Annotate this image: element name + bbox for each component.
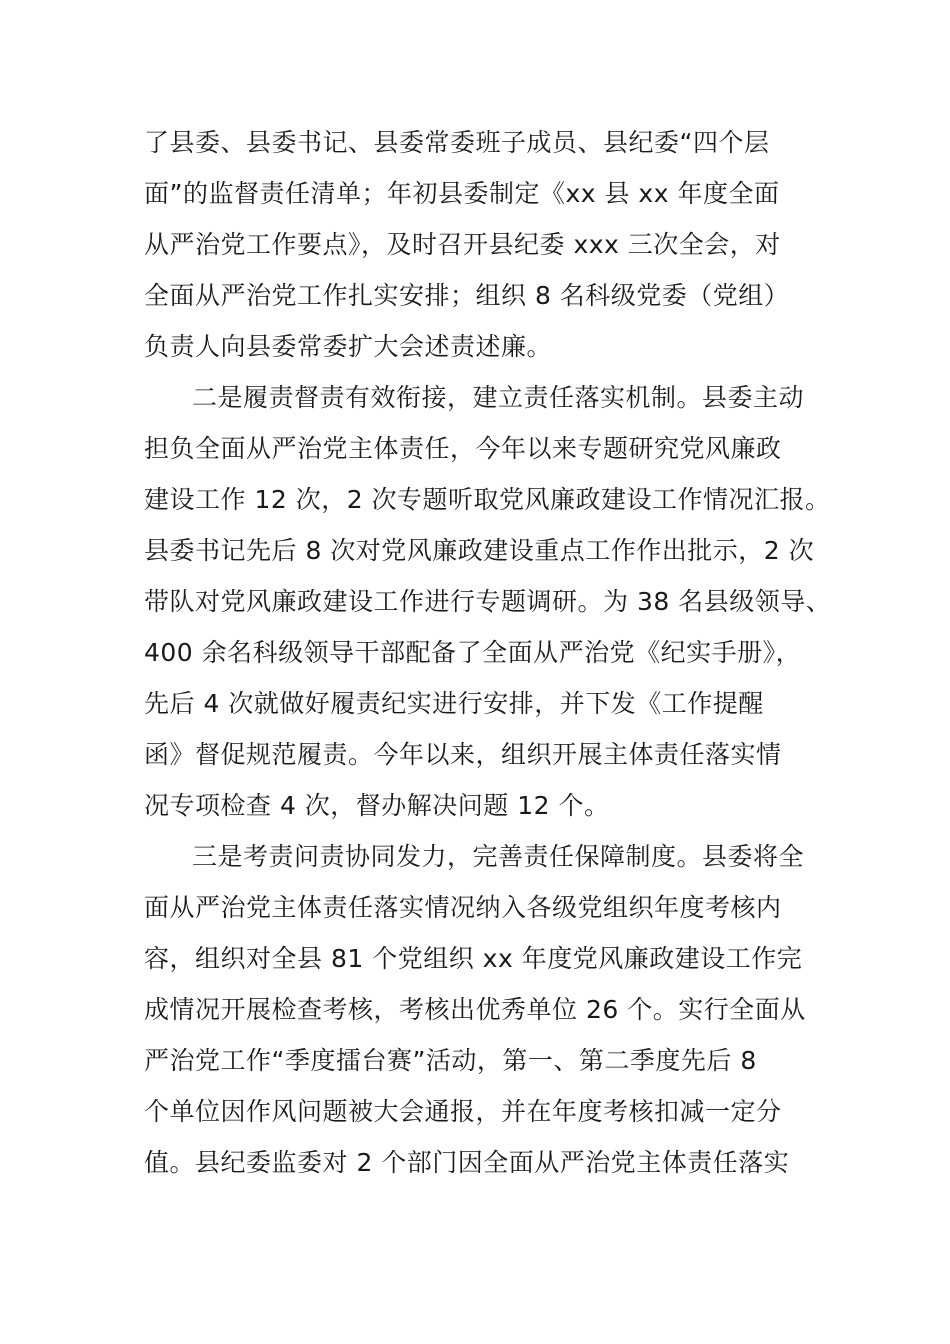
text-line: 带队对党风廉政建设工作进行专题调研。为 38 名县级领导、 [144,587,832,616]
text-line: 建设工作 12 次，2 次专题听取党风廉政建设工作情况汇报。 [144,485,831,514]
text-line: 先后 4 次就做好履责纪实进行安排，并下发《工作提醒 [144,689,764,718]
text-line: 从严治党工作要点》，及时召开县纪委 xxx 三次全会，对 [144,230,781,259]
body-text [144,117,844,1188]
text-line: 全面从严治党工作扎实安排；组织 8 名科级党委（党组） [144,281,790,310]
text-line: 了县委、县委书记、县委常委班子成员、县纪委“四个层 [144,128,770,157]
text-line: 严治党工作“季度擂台赛”活动，第一、第二季度先后 8 [144,1046,757,1075]
paragraph-first-line: 二是履责督责有效衔接，建立责任落实机制。县委主动 [192,383,805,412]
text-line: 负责人向县委常委扩大会述责述廉。 [144,332,553,361]
text-line: 个单位因作风问题被大会通报，并在年度考核扣减一定分 [144,1097,782,1126]
text-line: 容，组织对全县 81 个党组织 xx 年度党风廉政建设工作完 [144,944,803,973]
text-line: 况专项检查 4 次，督办解决问题 12 个。 [144,791,610,820]
text-line: 县委书记先后 8 次对党风廉政建设重点工作作出批示，2 次 [144,536,815,565]
text-line: 函》督促规范履责。今年以来，组织开展主体责任落实情 [144,740,782,769]
paragraph-first-line: 三是考责问责协同发力，完善责任保障制度。县委将全 [192,842,805,871]
text-line: 面”的监督责任清单；年初县委制定《xx 县 xx 年度全面 [144,179,780,208]
text-line: 面从严治党主体责任落实情况纳入各级党组织年度考核内 [144,893,782,922]
text-line: 担负全面从严治党主体责任，今年以来专题研究党风廉政 [144,434,782,463]
text-line: 400 余名科级领导干部配备了全面从严治党《纪实手册》， [144,638,802,667]
text-line: 值。县纪委监委对 2 个部门因全面从严治党主体责任落实 [144,1148,790,1177]
text-line: 成情况开展检查考核，考核出优秀单位 26 个。实行全面从 [144,995,806,1024]
